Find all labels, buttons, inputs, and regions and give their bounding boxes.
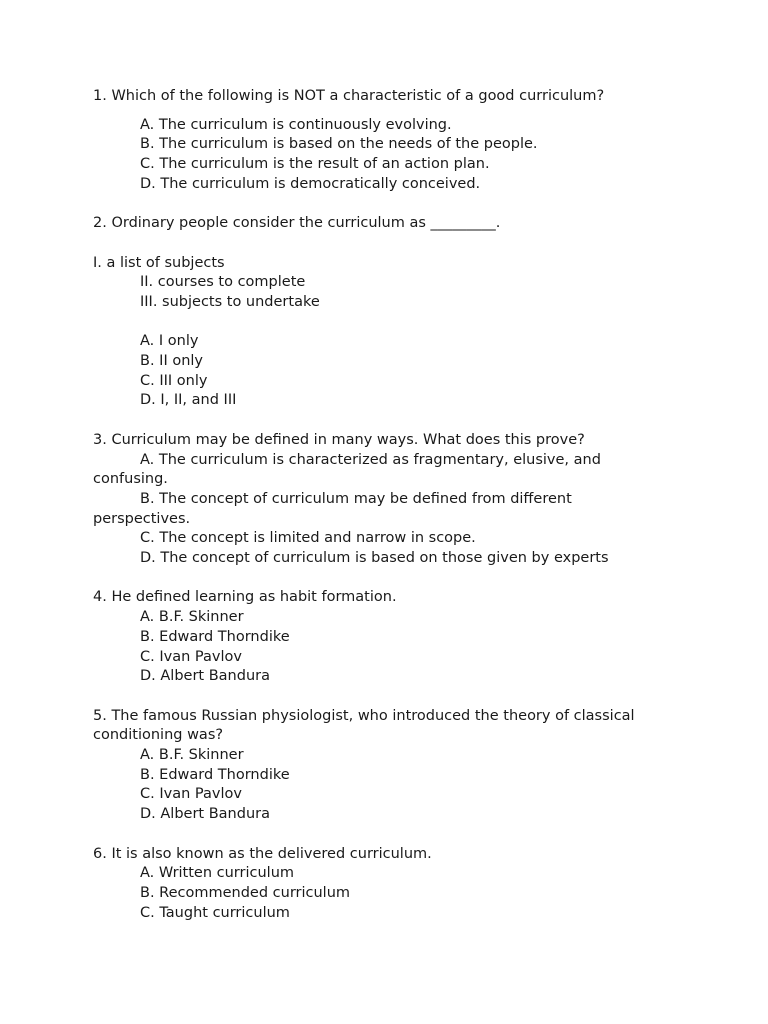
question-6-option-c: C. Taught curriculum [140,905,290,921]
question-5-option-b: B. Edward Thorndike [140,767,290,783]
question-6-text: 6. It is also known as the delivered curriculum. [93,846,432,862]
question-5-option-c: C. Ivan Pavlov [140,786,242,802]
question-3-option-c: C. The concept is limited and narrow in scope. [140,530,476,546]
question-5-option-a: A. B.F. Skinner [140,747,244,763]
question-2-statement-3: III. subjects to undertake [140,294,320,310]
question-2-text: 2. Ordinary people consider the curriculum as _________. [93,215,501,231]
question-6-option-a: A. Written curriculum [140,865,295,881]
question-1-text: 1. Which of the following is NOT a characteristic of a good curriculum? [93,88,605,104]
question-5-text-continued: conditioning was? [93,727,224,743]
question-2-option-c: C. III only [140,373,208,389]
question-2-option-a: A. I only [140,333,199,349]
question-1-option-a: A. The curriculum is continuously evolving. [140,117,452,133]
question-1-option-c: C. The curriculum is the result of an action plan. [140,156,490,172]
question-3-option-a: A. The curriculum is characterized as fragmentary, elusive, and [140,452,601,468]
question-5-option-d: D. Albert Bandura [140,806,270,822]
question-6-option-b: B. Recommended curriculum [140,885,351,901]
question-3-text: 3. Curriculum may be defined in many ways. What does this prove? [93,432,585,448]
question-4-text: 4. He defined learning as habit formation. [93,589,397,605]
question-1-option-d: D. The curriculum is democratically conceived. [140,176,481,192]
question-4-option-d: D. Albert Bandura [140,668,270,684]
question-3-option-b-continued: perspectives. [93,511,191,527]
question-2-option-b: B. II only [140,353,203,369]
question-4-option-c: C. Ivan Pavlov [140,649,242,665]
question-3-option-a-continued: confusing. [93,471,168,487]
question-2-option-d: D. I, II, and III [140,392,237,408]
question-2-statement-1: I. a list of subjects [93,255,225,271]
question-1-option-b: B. The curriculum is based on the needs of the people. [140,136,538,152]
question-4-option-a: A. B.F. Skinner [140,609,244,625]
question-3-option-d: D. The concept of curriculum is based on those given by experts [140,550,609,566]
question-5-text: 5. The famous Russian physiologist, who introduced the theory of classical [93,708,635,724]
question-4-option-b: B. Edward Thorndike [140,629,290,645]
question-3-option-b: B. The concept of curriculum may be defined from different [140,491,572,507]
question-2-statement-2: II. courses to complete [140,274,306,290]
